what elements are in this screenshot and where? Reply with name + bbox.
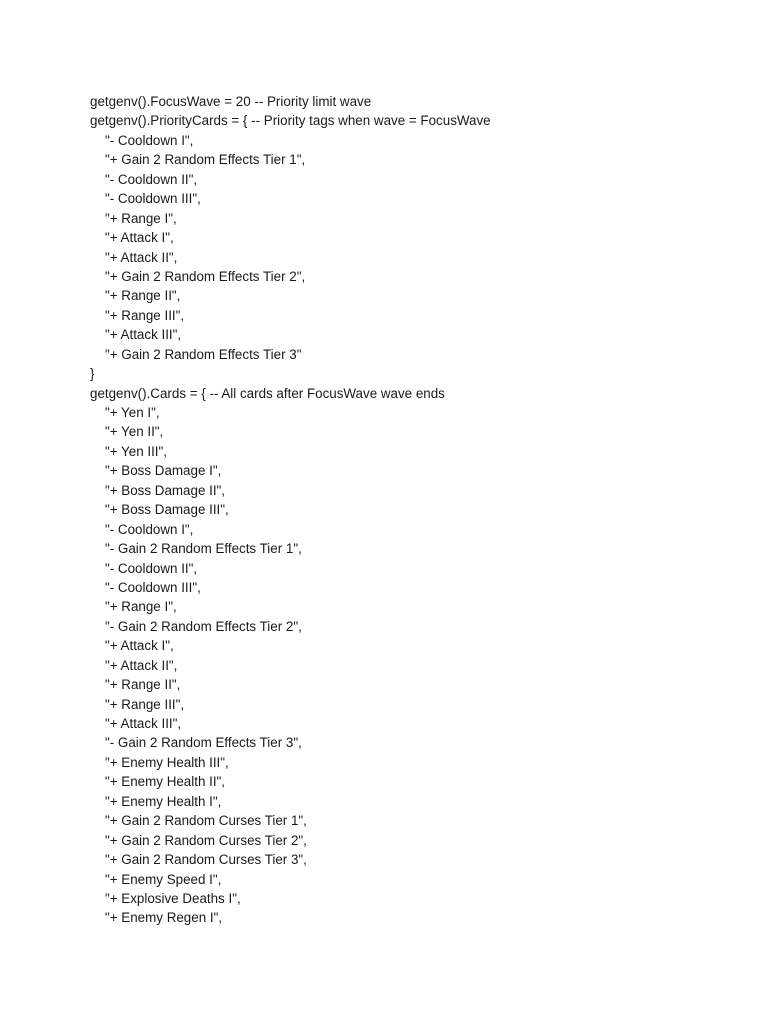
code-line: "+ Range I",	[105, 599, 177, 615]
code-line: "- Gain 2 Random Effects Tier 2",	[105, 618, 302, 634]
code-line: "+ Range I",	[105, 210, 177, 226]
code-line: "- Cooldown II",	[105, 560, 198, 576]
code-line: "+ Range II",	[105, 677, 181, 693]
code-line: "+ Gain 2 Random Effects Tier 2",	[105, 268, 306, 284]
code-line: "+ Boss Damage I",	[105, 463, 222, 479]
code-line: "+ Attack I",	[105, 638, 174, 654]
code-line: "+ Yen I",	[105, 405, 160, 420]
code-line: "+ Enemy Regen I",	[105, 910, 223, 926]
code-line: "+ Enemy Health III",	[105, 754, 229, 770]
code-line: "+ Attack I",	[105, 230, 174, 246]
code-line: "- Gain 2 Random Effects Tier 1",	[105, 541, 302, 557]
code-line: }	[90, 366, 95, 382]
code-line: "- Cooldown II",	[105, 171, 198, 187]
code-line: "- Cooldown III",	[105, 579, 201, 595]
code-line: "- Gain 2 Random Effects Tier 3",	[105, 735, 302, 751]
code-line: "+ Gain 2 Random Curses Tier 2",	[105, 832, 307, 848]
code-line: "+ Attack II",	[105, 657, 178, 673]
code-line: "+ Gain 2 Random Curses Tier 3",	[105, 852, 307, 868]
code-line: "- Cooldown I",	[105, 521, 194, 537]
code-line: "+ Enemy Health I",	[105, 793, 222, 809]
code-line: "+ Boss Damage III",	[105, 502, 229, 518]
code-line: "+ Range III",	[105, 696, 185, 712]
code-line: "+ Gain 2 Random Effects Tier 3"	[105, 346, 302, 362]
code-line: "+ Attack III",	[105, 327, 182, 343]
code-line: "- Cooldown I",	[105, 132, 194, 148]
code-line: "+ Enemy Health II",	[105, 774, 226, 790]
code-line: getgenv().FocusWave = 20 -- Priority limit wave	[90, 94, 372, 109]
code-line: "+ Yen II",	[105, 424, 164, 440]
code-line: "+ Range III",	[105, 307, 185, 323]
code-line: getgenv().PriorityCards = { -- Priority tags when wave = FocusWave	[90, 113, 491, 129]
code-line: "+ Enemy Speed I",	[105, 871, 222, 887]
code-line: "+ Yen III",	[105, 443, 168, 459]
code-line: "+ Attack II",	[105, 249, 178, 265]
code-line: "+ Gain 2 Random Effects Tier 1",	[105, 152, 306, 168]
code-line: "- Cooldown III",	[105, 191, 201, 207]
code-line: "+ Explosive Deaths I",	[105, 890, 241, 906]
code-line: "+ Attack III",	[105, 716, 182, 731]
code-line: "+ Boss Damage II",	[105, 482, 226, 498]
code-line: "+ Gain 2 Random Curses Tier 1",	[105, 813, 307, 829]
code-text-block	[90, 92, 750, 928]
code-line: getgenv().Cards = { -- All cards after FocusWave wave ends	[90, 385, 445, 401]
code-line: "+ Range II",	[105, 288, 181, 304]
